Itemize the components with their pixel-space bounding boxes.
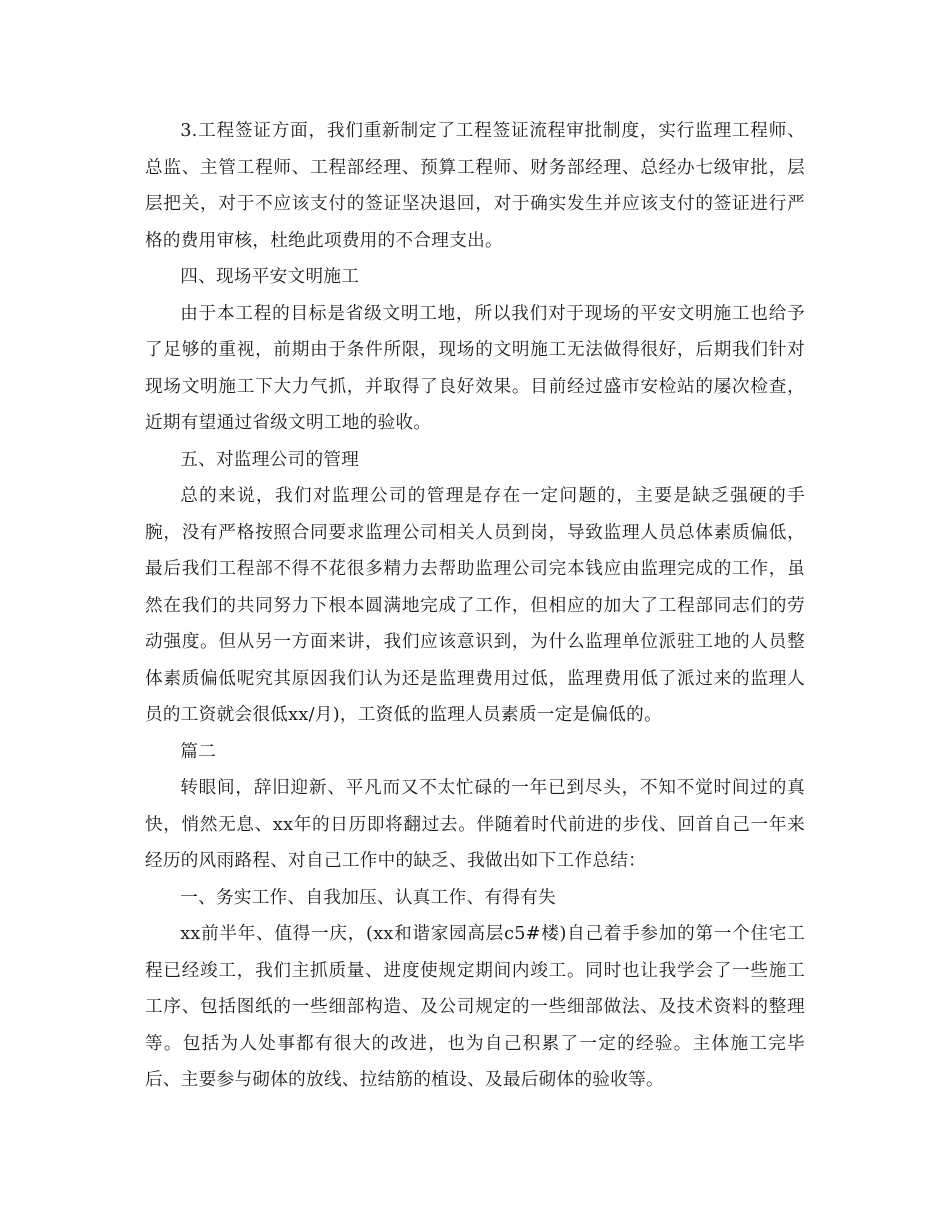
heading-part-two: 篇二 [180, 741, 216, 762]
paragraph-year-review: 转眼间，辞旧迎新、平凡而又不太忙碌的一年已到尽头，不知不觉时间过的真快，悄然无息、xx年的日历即将翻过去。伴随着时代前进的步伐、回首自己一年来经历的风雨路程、对自己工作中的缺乏、我做出如下工作总结： [145, 778, 805, 871]
paragraph-first-half-year: xx前半年、值得一庆，(xx和谐家园高层c5#楼)自己着手参加的第一个住宅工程已经竣工，我们主抓质量、进度使规定期间内竣工。同时也让我学会了一些施工工序、包括图纸的一些细部构造、及公司规定的一些细部做法、及技术资料的整理等。包括为人处事都有很大的改进，也为自己积累了一定的经验。主体施工完毕后、主要参与砌体的放线、拉结筋的植设、及最后砌体的验收等。 [145, 924, 805, 1090]
heading-pragmatic-work: 一、务实工作、自我加压、认真工作、有得有失 [180, 887, 556, 908]
paragraph-visa-approval: 3.工程签证方面，我们重新制定了工程签证流程审批制度，实行监理工程师、总监、主管工程师、工程部经理、预算工程师、财务部经理、总经办七级审批，层层把关，对于不应该支付的签证坚决退回，对于确实发生并应该支付的签证进行严格的费用审核，杜绝此项费用的不合理支出。 [145, 121, 805, 251]
paragraph-supervision-management: 总的来说，我们对监理公司的管理是存在一定问题的，主要是缺乏强硬的手腕，没有严格按照合同要求监理公司相关人员到岗，导致监理人员总体素质偏低，最后我们工程部不得不花很多精力去帮助监理公司完本钱应由监理完成的工作，虽然在我们的共同努力下根本圆满地完成了工作，但相应的加大了工程部同志们的劳动强度。但从另一方面来讲，我们应该意识到，为什么监理单位派驻工地的人员整体素质偏低呢究其原因我们认为还是监理费用过低，监理费用低了派过来的监理人员的工资就会很低xx/月)，工资低的监理人员素质一定是偏低的。 [145, 486, 805, 725]
heading-site-safety: 四、现场平安文明施工 [180, 267, 360, 287]
paragraph-site-safety: 由于本工程的目标是省级文明工地，所以我们对于现场的平安文明施工也给予了足够的重视，前期由于条件所限，现场的文明施工无法做得很好，后期我们针对现场文明施工下大力气抓，并取得了良好效果。目前经过盛市安检站的屡次检查，近期有望通过省级文明工地的验收。 [145, 303, 805, 433]
document-body [145, 113, 805, 1099]
heading-supervision-management: 五、对监理公司的管理 [180, 449, 360, 470]
